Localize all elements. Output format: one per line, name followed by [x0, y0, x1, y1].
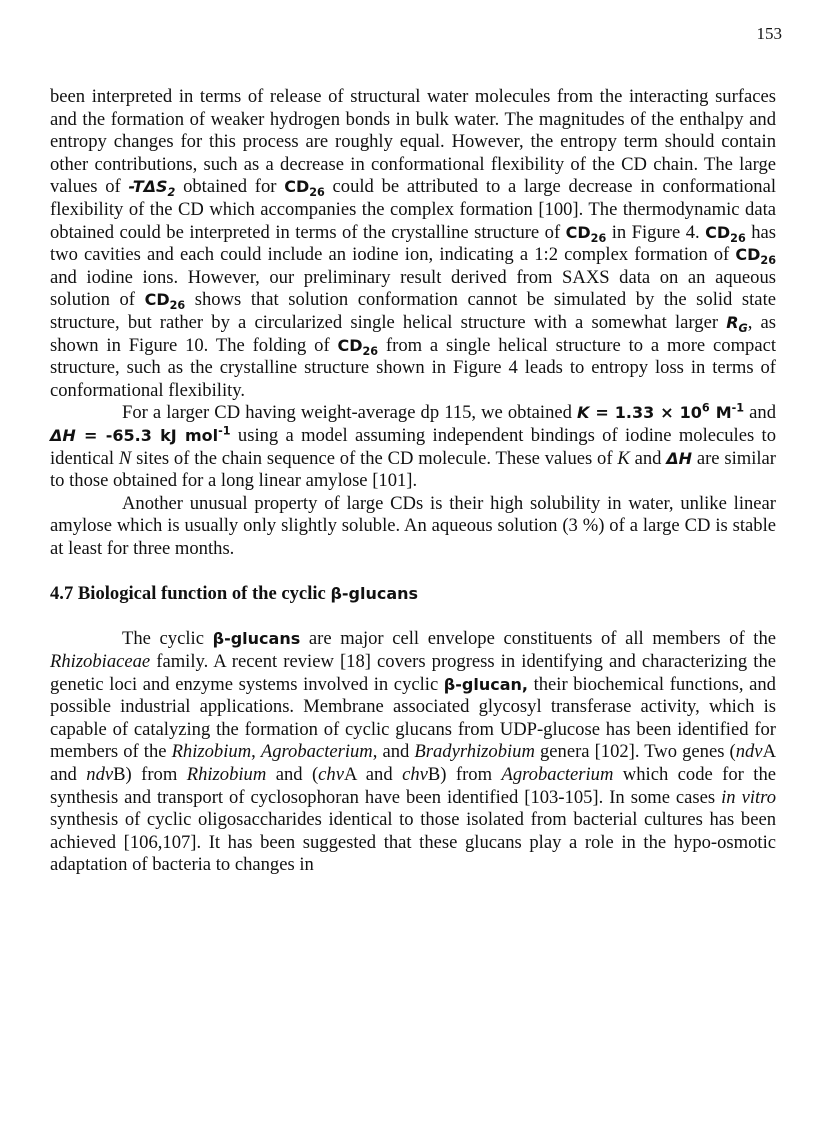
cd26-term: $CD_{26}$ [735, 245, 776, 268]
cd26-term: $CD_{26}$ [284, 177, 325, 200]
taxon-name: Rhizobium [171, 741, 252, 763]
text-run: and ( [266, 764, 319, 786]
gene-name: chv [402, 764, 428, 786]
sites-variable: N [118, 447, 132, 469]
taxon-name: Bradyrhizobium [414, 741, 535, 763]
text-run: obtained for [175, 176, 285, 198]
page-body [50, 86, 776, 877]
section-heading: 4.7 Biological function of the cyclic β-glucans [50, 583, 419, 605]
text-run: been interpreted in terms of release of structural water molecules from the interacting surfaces and the formation of weaker hydrogen bonds in bulk water. The magnitudes of the enthalpy and entropy changes for this process are roughly equal. However, the entropy term should contain other contributions, such as a decrease in conformational flexibility of the CD chain. The large values of [50, 86, 776, 198]
text-run: synthesis of cyclic oligosaccharides identical to those isolated from bacterial cultures has been achieved [106,107]. It has been suggested that these glucans play a role in the hypo-osmotic adaptation of bacteria to changes in [50, 809, 776, 876]
beta-glucan-term: β-glucan, [443, 674, 528, 694]
text-run: from a single helical structure to a more compact structure, such as the crystalline structure shown in Figure 4 leads to entropy loss in terms of conformational flexibility. [50, 334, 776, 401]
text-run: shows that solution conformation cannot be simulated by the solid state structure, but rather by a circularized single helical structure with a somewhat larger [50, 289, 776, 333]
enthalpy-variable: ΔH [666, 448, 693, 468]
cd26-term: $CD_{26}$ [705, 222, 746, 245]
text-run: For a larger CD having weight-average dp 115, we obtained [122, 402, 577, 424]
taxon-name: Rhizobiaceae [50, 651, 151, 673]
paragraph-solubility: Another unusual property of large CDs is their high solubility in water, unlike linear amylose which is usually only slightly soluble. An aqueous solution (3 %) of a large CD is stable at least for three months. [50, 492, 776, 559]
text-run: in Figure 4. [606, 221, 706, 243]
paragraph-large-cd-binding [50, 402, 776, 492]
text-run: their biochemical functions, and possible industrial applications. Membrane associated glycosyl transferase activity, which is capable of catalyzing the formation of cyclic glucans from UDP-glucose has been identified for members of the [50, 673, 776, 763]
text-run: are similar to those obtained for a long linear amylose [101]. [50, 447, 776, 492]
gene-name: ndv [86, 764, 114, 786]
text-run: genera [102]. Two genes ( [534, 741, 736, 763]
entropy-term: $-T\Delta S_2$ [128, 177, 176, 200]
gene-name: ndv [735, 741, 763, 763]
text-run: and iodine ions. However, our preliminary result derived from SAXS data on an aqueous solution of [50, 266, 776, 311]
taxon-name: Agrobacterium [501, 764, 614, 786]
binding-constant-value: $K = 1.33 \times 10^6$ $M^{-1}$ [576, 401, 745, 423]
text-run: which code for the synthesis and transport of cyclosophoran have been identified [103-105]. In some cases [50, 764, 777, 808]
paragraph-cyclic-glucans: The cyclic β-glucans are major cell envelope constituents of all members of the Rhizobiaceae family. A recent review [18] covers progress in identifying and characterizing the genetic loci and enzyme systems involved in cyclic β-glucan, their biochemical functions, and possible industrial applications. Membrane associated glycosyl transferase activity, which is capable of catalyzing the formation of cyclic glucans from UDP-glucose has been identified for members of the Rhizobium, Agrobacterium, and Bradyrhizobium genera [102]. Two genes (ndvA and ndvB) from Rhizobium and (chvA and chvB) from Agrobacterium which code for the synthesis and transport of cyclosophoran have been identified [103-105]. In some cases in vitro synthesis of cyclic oligosaccharides identical to those isolated from bacterial cultures has been achieved [106,107]. It has been suggested that these glucans play a role in the hypo-osmotic adaptation of bacteria to changes in [50, 628, 777, 876]
taxon-name: Rhizobium [186, 764, 267, 786]
beta-glucans-term: β-glucans [212, 629, 301, 649]
text-run: could be attributed to a large decrease in conformational flexibility of the CD which accompanies the complex formation [100]. The thermodynamic data obtained could be interpreted in terms of the crystalline structure of [50, 176, 776, 243]
text-run: sites of the chain sequence of the CD molecule. These values of [131, 447, 618, 469]
enthalpy-value: ΔH = -65.3 kJ mol$^{-1}$ [50, 424, 231, 445]
text-run: has two cavities and each could include an iodine ion, indicating a 1:2 complex formation of [50, 221, 776, 266]
page-number: 153 [756, 24, 782, 43]
cd26-term: $CD_{26}$ [565, 222, 607, 245]
radius-of-gyration-term: $R_G$ [726, 312, 748, 336]
text-run: using a model assuming independent bindings of iodine molecules to identical [50, 424, 777, 469]
text-run: The cyclic [122, 628, 213, 650]
text-run: , as shown in Figure 10. The folding of [50, 311, 776, 356]
k-variable: K [617, 447, 630, 469]
taxon-name: Agrobacterium [260, 741, 373, 763]
text-run: and [744, 402, 776, 424]
text-run: are major cell envelope constituents of all members of the [300, 628, 777, 650]
text-run: family. A recent review [18] covers progress in identifying and characterizing the genetic loci and enzyme systems involved in cyclic [50, 651, 776, 695]
in-vitro-term: in vitro [721, 786, 777, 808]
cd26-term: $CD_{26}$ [144, 290, 186, 313]
cd26-term: $CD_{26}$ [337, 335, 379, 358]
paragraph-cd26-conformation [50, 86, 776, 402]
gene-name: chv [318, 764, 344, 786]
text-run: and [629, 447, 667, 469]
